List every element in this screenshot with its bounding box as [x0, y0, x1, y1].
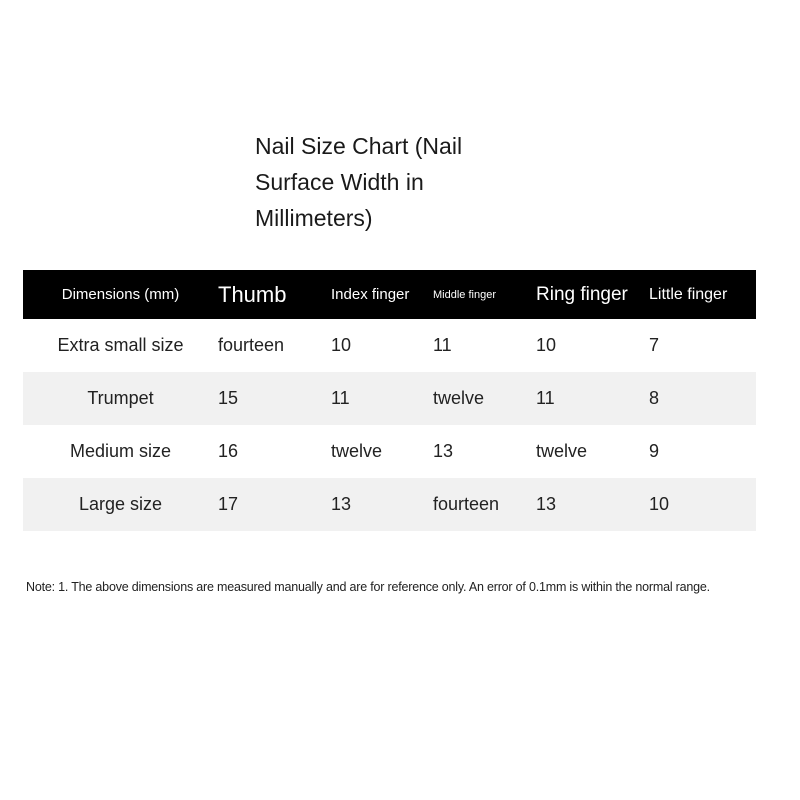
row-label: Large size	[23, 478, 218, 531]
table-cell: 10	[331, 335, 352, 355]
header-ring-finger: Ring finger	[536, 270, 649, 319]
table-cell: 11	[331, 372, 433, 425]
table-cell: twelve	[433, 372, 536, 425]
header-thumb: Thumb	[218, 270, 331, 319]
table-cell: 10	[649, 478, 756, 531]
table-row	[23, 478, 756, 531]
table-cell: 16	[218, 441, 239, 461]
table-cell: twelve	[536, 441, 588, 461]
table-row	[23, 425, 756, 478]
table-row	[23, 319, 756, 372]
nail-size-table	[23, 270, 756, 531]
header-index-finger: Index finger	[331, 270, 433, 319]
table-cell: 11	[433, 335, 452, 355]
header-little-finger: Little finger	[649, 270, 756, 319]
table-cell: fourteen	[218, 335, 285, 355]
table-cell: 8	[649, 372, 756, 425]
table-cell: 9	[649, 441, 660, 461]
table-cell: 15	[218, 372, 331, 425]
table-cell: 13	[536, 478, 649, 531]
header-middle-finger: Middle finger	[433, 270, 536, 319]
row-label: Trumpet	[23, 372, 218, 425]
footnote: Note: 1. The above dimensions are measured manually and are for reference only. An error of 0.1mm is within the normal range.	[26, 580, 710, 594]
table-cell: 11	[536, 372, 649, 425]
chart-title: Nail Size Chart (Nail Surface Width in Millimeters)	[255, 133, 463, 231]
table-header-row	[23, 270, 756, 319]
table-row	[23, 372, 756, 425]
table-cell: 7	[649, 335, 660, 355]
table-cell: 17	[218, 478, 331, 531]
table-cell: fourteen	[433, 478, 536, 531]
header-dimensions: Dimensions (mm)	[23, 270, 218, 319]
table-cell: 13	[433, 441, 454, 461]
table-cell: 13	[331, 478, 433, 531]
table-cell: twelve	[331, 441, 383, 461]
table-cell: 10	[536, 335, 557, 355]
row-label: Extra small size	[57, 335, 184, 355]
row-label: Medium size	[69, 441, 172, 461]
